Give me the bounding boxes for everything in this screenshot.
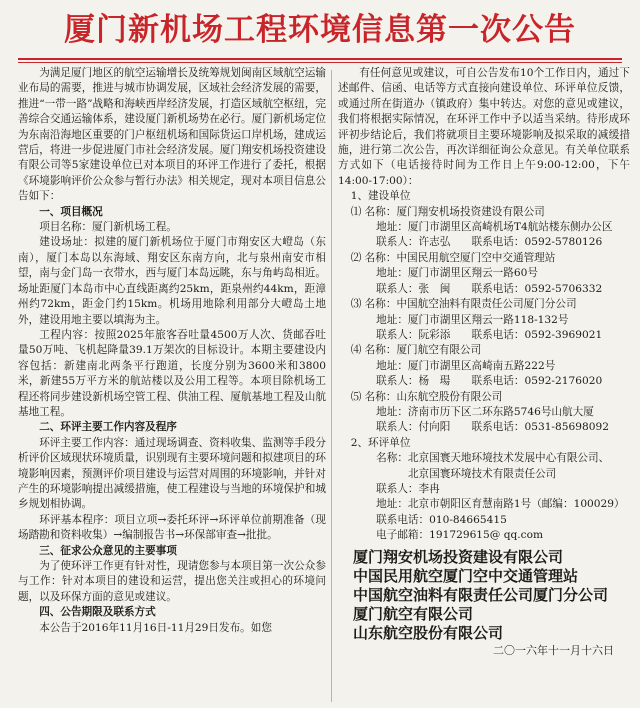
- column-divider: [331, 70, 332, 702]
- builder-name: ⑵ 名称：中国民用航空厦门空中交通管理站: [350, 251, 556, 264]
- eia-procedure: 环评基本程序：项目立项→委托环评→环评单位前期准备（现场踏勘和资料收集）→编制报告书→环保部审查→批批。: [18, 513, 326, 542]
- signatory: 厦门翔安机场投资建设有限公司: [353, 547, 564, 566]
- signatory: 厦门航空有限公司: [353, 604, 474, 623]
- section-3-heading: 三、征求公众意见的主要事项: [39, 544, 177, 557]
- notice-period: 本公告于2016年11月16日-11月29日发布。如您: [39, 621, 272, 634]
- builder-name: ⑷ 名称：厦门航空有限公司: [350, 344, 482, 357]
- evaluator-contact: 联系人：李冉: [376, 482, 440, 495]
- public-opinion-content: 为了使环评工作更有针对性，现请您参与本项目第一次公众参与工作：针对本项目的建设和运营，提出您关注或担心的环境问题，以及环保方面的意见或建议。: [18, 560, 326, 603]
- evaluator-address: 地址：北京市朝阳区育慧南路1号（邮编：100029）: [376, 498, 625, 511]
- right-column: [338, 66, 630, 702]
- builder-contact: 联系人：阮彩添 联系电话：0592-3969021: [376, 328, 603, 341]
- builder-entry: [338, 343, 630, 389]
- builder-contact: 联系人：许志弘 联系电话：0592-5780126: [376, 236, 603, 249]
- contact-instructions: 有任何意见或建议，可自公告发布10个工作日内，通过下述邮件、信函、电话等方式直接向建设单位、环评单位反馈，或通过所在街道办（镇政府）集中转达。对您的意见或建议，我们将根据实际情况，在环评工作中予以适当采纳。待形成环评初步结论后，我们将就项目主要环境影响及拟采取的减缓措施，进行第二次公告，再次详细征询公众意见。有关单位联系方式如下（电话接待时间为工作日上午9:00-12:00，下午14:00-17:00）：: [338, 67, 630, 187]
- signatory: 山东航空股份有限公司: [353, 623, 504, 642]
- builder-contact: 联系人：杨 瑒 联系电话：0592-2176020: [376, 375, 603, 388]
- builder-name: ⑸ 名称：山东航空股份有限公司: [350, 390, 503, 403]
- notice-date: 二〇一六年十一月十六日: [493, 643, 614, 657]
- evaluator-phone: 联系电话：010-84665415: [376, 513, 507, 526]
- builder-address: 地址：厦门市湖里区高崎南五路222号: [376, 359, 556, 372]
- evaluator-name-2: 北京国寰环境技术有限责任公司: [407, 467, 557, 480]
- builder-contact: 联系人：张 闽 联系电话：0592-5706332: [376, 282, 603, 295]
- project-scale: 工程内容：按照2025年旅客吞吐量4500万人次、货邮吞吐量50万吨、飞机起降量39.1万架次的目标设计。本期主要建设内容包括：新建南北两条平行跑道，长度分别为3600米和3800米，新建55万平方米的航站楼以及公用工程等。本项目除机场工程还将同步建设新机场空管工程、供油工程、厦航基地工程及山航基地工程。: [18, 328, 326, 418]
- project-location: 建设场址：拟建的厦门新机场位于厦门市翔安区大嶝岛（东南），厦门本岛以东海域、翔安区东南方向，北与泉州南安市相望，南与金门岛一衣带水，西与厦门本岛远眺，东与角屿岛相近。场址距厦门本岛市中心直线距离约25km，距泉州约44km，距漳州约72km，距金门约15km。机场用地除利用部分大嶝岛土地外，建设用地主要以填海为主。: [18, 236, 326, 326]
- builder-name: ⑴ 名称：厦门翔安机场投资建设有限公司: [350, 205, 545, 218]
- section-1-heading: 一、项目概况: [39, 205, 103, 218]
- builder-address: 地址：厦门市湖里区翔云一路118-132号: [376, 313, 569, 326]
- builders-heading: 1、建设单位: [350, 190, 411, 203]
- builder-contact: 联系人：付向阳 联系电话：0531-85698092: [376, 421, 609, 434]
- builder-entry: [338, 205, 630, 251]
- evaluator-email: 电子邮箱：191729615@ qq.com: [376, 529, 544, 542]
- builder-entry: [338, 297, 630, 343]
- project-name: 项目名称：厦门新机场工程。: [39, 221, 177, 234]
- notice-title: 厦门新机场工程环境信息第一次公告: [64, 12, 576, 48]
- evaluator-heading: 2、环评单位: [350, 436, 411, 449]
- section-2-heading: 二、环评主要工作内容及程序: [39, 421, 177, 434]
- title-rule-thin: [18, 62, 622, 63]
- builder-entry: [338, 390, 630, 436]
- builder-entry: [338, 251, 630, 297]
- signatory: 中国民用航空厦门空中交通管理站: [353, 566, 579, 585]
- builder-name: ⑶ 名称：中国航空油料有限责任公司厦门分公司: [350, 298, 577, 311]
- builder-address: 地址：厦门市湖里区翔云一路60号: [376, 267, 538, 280]
- title-rule: [18, 58, 622, 60]
- left-column: [18, 66, 326, 702]
- eia-content: 环评主要工作内容：通过现场调查、资料收集、监测等手段分析评价区域现状环境质量，识别现有主要环境问题和拟建项目的环境影响因素，预测评价项目建设与运营对周围的环境影响，并针对产生的环境影响提出减缓措施，使工程建设与当地的环境保护和城乡规划相协调。: [18, 436, 326, 511]
- section-4-heading: 四、公告期限及联系方式: [39, 606, 156, 619]
- intro-paragraph: 为满足厦门地区的航空运输增长及统筹规划闽南区域航空运输业布局的需要，推进与城市协调发展，区域社会经济发展的需要，推进“一带一路”战略和海峡西岸经济发展，打造区域航空枢纽，完善综合交通运输体系，建设厦门新机场势在必行。厦门新机场定位为东南沿海地区重要的门户枢纽机场和国际货运口岸机场，建成运营后，将进一步促进厦门市社会经济发展。厦门翔安机场投资建设有限公司等5家建设单位已对本项目的环评工作进行了委托，根据《环境影响评价公众参与暂行办法》相关规定，现对本项目信息公告如下：: [18, 67, 326, 203]
- builder-address: 地址：厦门市湖里区高崎机场T4航站楼东侧办公区: [376, 221, 613, 234]
- evaluator-name: 名称：北京国寰天地环境技术发展中心有限公司、: [376, 452, 610, 465]
- signatory: 中国航空油料有限责任公司厦门分公司: [353, 585, 609, 604]
- builder-address: 地址：济南市历下区二环东路5746号山航大厦: [376, 405, 594, 418]
- signatory-list: [338, 548, 630, 643]
